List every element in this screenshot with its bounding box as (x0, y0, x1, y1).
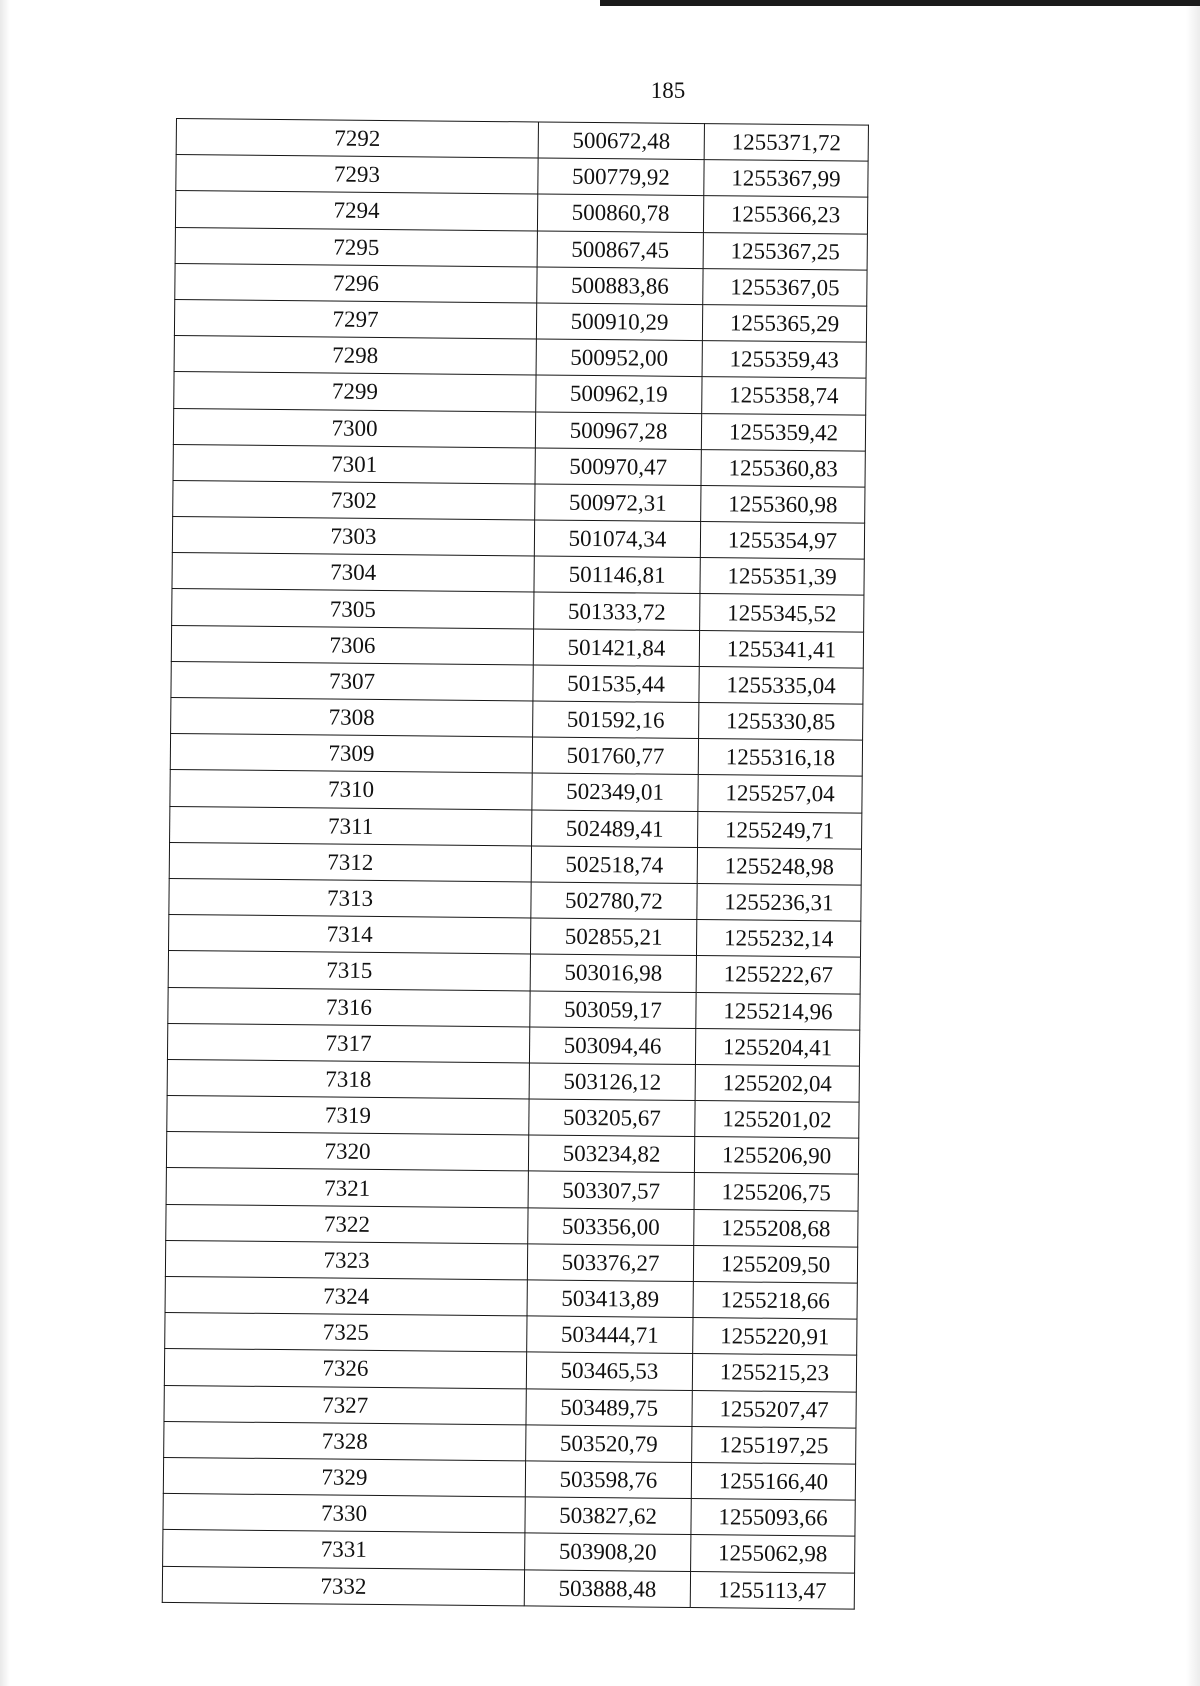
point-number-cell: 7319 (167, 1096, 529, 1136)
scan-edge-left (0, 0, 10, 1686)
y-coordinate-cell: 1255358,74 (702, 377, 866, 415)
point-number-cell: 7323 (165, 1240, 527, 1280)
point-number-cell: 7297 (174, 299, 536, 339)
point-number-cell: 7331 (163, 1530, 525, 1570)
y-coordinate-cell: 1255215,23 (692, 1354, 856, 1392)
y-coordinate-cell: 1255093,66 (691, 1499, 855, 1537)
x-coordinate-cell: 500967,28 (535, 411, 701, 449)
x-coordinate-cell: 503888,48 (524, 1569, 690, 1607)
y-coordinate-cell: 1255367,05 (703, 268, 867, 306)
x-coordinate-cell: 501146,81 (534, 556, 700, 594)
point-number-cell: 7312 (169, 842, 531, 882)
y-coordinate-cell: 1255201,02 (695, 1101, 859, 1139)
point-number-cell: 7324 (165, 1276, 527, 1316)
point-number-cell: 7304 (172, 553, 534, 593)
point-number-cell: 7314 (169, 915, 531, 955)
point-number-cell: 7293 (176, 155, 538, 195)
x-coordinate-cell: 501760,77 (532, 737, 698, 775)
x-coordinate-cell: 503465,53 (526, 1352, 692, 1390)
x-coordinate-cell: 503307,57 (528, 1171, 694, 1209)
x-coordinate-cell: 500970,47 (535, 448, 701, 486)
x-coordinate-cell: 502855,21 (530, 918, 696, 956)
y-coordinate-cell: 1255360,83 (701, 449, 865, 487)
point-number-cell: 7310 (170, 770, 532, 810)
point-number-cell: 7321 (166, 1168, 528, 1208)
x-coordinate-cell: 501333,72 (534, 592, 700, 630)
y-coordinate-cell: 1255166,40 (691, 1462, 855, 1500)
y-coordinate-cell: 1255345,52 (700, 594, 864, 632)
x-coordinate-cell: 501535,44 (533, 665, 699, 703)
y-coordinate-cell: 1255365,29 (702, 305, 866, 343)
x-coordinate-cell: 503908,20 (525, 1533, 691, 1571)
point-number-cell: 7311 (170, 806, 532, 846)
point-number-cell: 7303 (172, 517, 534, 557)
point-number-cell: 7325 (165, 1313, 527, 1353)
point-number-cell: 7330 (163, 1494, 525, 1534)
x-coordinate-cell: 503016,98 (530, 954, 696, 992)
y-coordinate-cell: 1255202,04 (695, 1064, 859, 1102)
x-coordinate-cell: 500672,48 (538, 122, 704, 160)
y-coordinate-cell: 1255206,90 (694, 1137, 858, 1175)
x-coordinate-cell: 500883,86 (537, 267, 703, 305)
x-coordinate-cell: 503234,82 (528, 1135, 694, 1173)
y-coordinate-cell: 1255236,31 (697, 883, 861, 921)
x-coordinate-cell: 503489,75 (526, 1388, 692, 1426)
y-coordinate-cell: 1255367,99 (704, 160, 868, 198)
x-coordinate-cell: 500867,45 (537, 231, 703, 269)
y-coordinate-cell: 1255371,72 (704, 124, 868, 162)
point-number-cell: 7332 (162, 1566, 524, 1606)
x-coordinate-cell: 502349,01 (532, 773, 698, 811)
x-coordinate-cell: 503376,27 (527, 1244, 693, 1282)
point-number-cell: 7320 (166, 1132, 528, 1172)
point-number-cell: 7295 (175, 227, 537, 267)
x-coordinate-cell: 503413,89 (527, 1280, 693, 1318)
y-coordinate-cell: 1255249,71 (698, 811, 862, 849)
coordinate-sheet (162, 118, 868, 1609)
table-row (162, 1566, 854, 1609)
x-coordinate-cell: 500952,00 (536, 339, 702, 377)
scan-edge-right (1186, 0, 1200, 1686)
point-number-cell: 7318 (167, 1059, 529, 1099)
point-number-cell: 7309 (170, 734, 532, 774)
point-number-cell: 7316 (168, 987, 530, 1027)
point-number-cell: 7315 (168, 951, 530, 991)
y-coordinate-cell: 1255208,68 (694, 1209, 858, 1247)
x-coordinate-cell: 502518,74 (531, 846, 697, 884)
y-coordinate-cell: 1255218,66 (693, 1282, 857, 1320)
y-coordinate-cell: 1255359,42 (701, 413, 865, 451)
point-number-cell: 7322 (166, 1204, 528, 1244)
x-coordinate-cell: 502489,41 (532, 810, 698, 848)
x-coordinate-cell: 503205,67 (529, 1099, 695, 1137)
x-coordinate-cell: 503059,17 (530, 990, 696, 1028)
point-number-cell: 7307 (171, 661, 533, 701)
x-coordinate-cell: 503094,46 (529, 1027, 695, 1065)
point-number-cell: 7328 (164, 1421, 526, 1461)
y-coordinate-cell: 1255248,98 (697, 847, 861, 885)
point-number-cell: 7302 (173, 480, 535, 520)
y-coordinate-cell: 1255351,39 (700, 558, 864, 596)
coordinate-table (162, 118, 869, 1609)
x-coordinate-cell: 500860,78 (537, 194, 703, 232)
point-number-cell: 7305 (172, 589, 534, 629)
x-coordinate-cell: 500779,92 (538, 158, 704, 196)
point-number-cell: 7308 (171, 697, 533, 737)
y-coordinate-cell: 1255359,43 (702, 341, 866, 379)
x-coordinate-cell: 502780,72 (531, 882, 697, 920)
y-coordinate-cell: 1255330,85 (699, 703, 863, 741)
page-number: 185 (650, 78, 686, 103)
y-coordinate-cell: 1255062,98 (691, 1535, 855, 1573)
x-coordinate-cell: 503598,76 (525, 1461, 691, 1499)
x-coordinate-cell: 503126,12 (529, 1063, 695, 1101)
point-number-cell: 7326 (164, 1349, 526, 1389)
y-coordinate-cell: 1255220,91 (693, 1318, 857, 1356)
x-coordinate-cell: 503444,71 (527, 1316, 693, 1354)
y-coordinate-cell: 1255113,47 (690, 1571, 854, 1609)
y-coordinate-cell: 1255222,67 (696, 956, 860, 994)
x-coordinate-cell: 501421,84 (533, 629, 699, 667)
point-number-cell: 7300 (173, 408, 535, 448)
point-number-cell: 7317 (167, 1023, 529, 1063)
y-coordinate-cell: 1255316,18 (698, 739, 862, 777)
y-coordinate-cell: 1255366,23 (703, 196, 867, 234)
x-coordinate-cell: 501074,34 (534, 520, 700, 558)
y-coordinate-cell: 1255207,47 (692, 1390, 856, 1428)
point-number-cell: 7306 (171, 625, 533, 665)
y-coordinate-cell: 1255354,97 (700, 522, 864, 560)
point-number-cell: 7329 (163, 1457, 525, 1497)
y-coordinate-cell: 1255257,04 (698, 775, 862, 813)
x-coordinate-cell: 500972,31 (535, 484, 701, 522)
x-coordinate-cell: 500910,29 (536, 303, 702, 341)
point-number-cell: 7296 (175, 263, 537, 303)
y-coordinate-cell: 1255232,14 (696, 920, 860, 958)
x-coordinate-cell: 501592,16 (533, 701, 699, 739)
y-coordinate-cell: 1255367,25 (703, 232, 867, 270)
y-coordinate-cell: 1255335,04 (699, 666, 863, 704)
y-coordinate-cell: 1255214,96 (696, 992, 860, 1030)
x-coordinate-cell: 503356,00 (528, 1208, 694, 1246)
y-coordinate-cell: 1255341,41 (699, 630, 863, 668)
point-number-cell: 7292 (176, 119, 538, 159)
y-coordinate-cell: 1255360,98 (701, 485, 865, 523)
y-coordinate-cell: 1255197,25 (692, 1426, 856, 1464)
x-coordinate-cell: 500962,19 (536, 375, 702, 413)
point-number-cell: 7298 (174, 336, 536, 376)
point-number-cell: 7294 (175, 191, 537, 231)
coordinate-table-body (162, 119, 868, 1609)
x-coordinate-cell: 503827,62 (525, 1497, 691, 1535)
point-number-cell: 7299 (174, 372, 536, 412)
point-number-cell: 7301 (173, 444, 535, 484)
x-coordinate-cell: 503520,79 (526, 1425, 692, 1463)
point-number-cell: 7327 (164, 1385, 526, 1425)
y-coordinate-cell: 1255209,50 (693, 1245, 857, 1283)
point-number-cell: 7313 (169, 878, 531, 918)
top-rule (600, 0, 1200, 6)
y-coordinate-cell: 1255206,75 (694, 1173, 858, 1211)
y-coordinate-cell: 1255204,41 (695, 1028, 859, 1066)
